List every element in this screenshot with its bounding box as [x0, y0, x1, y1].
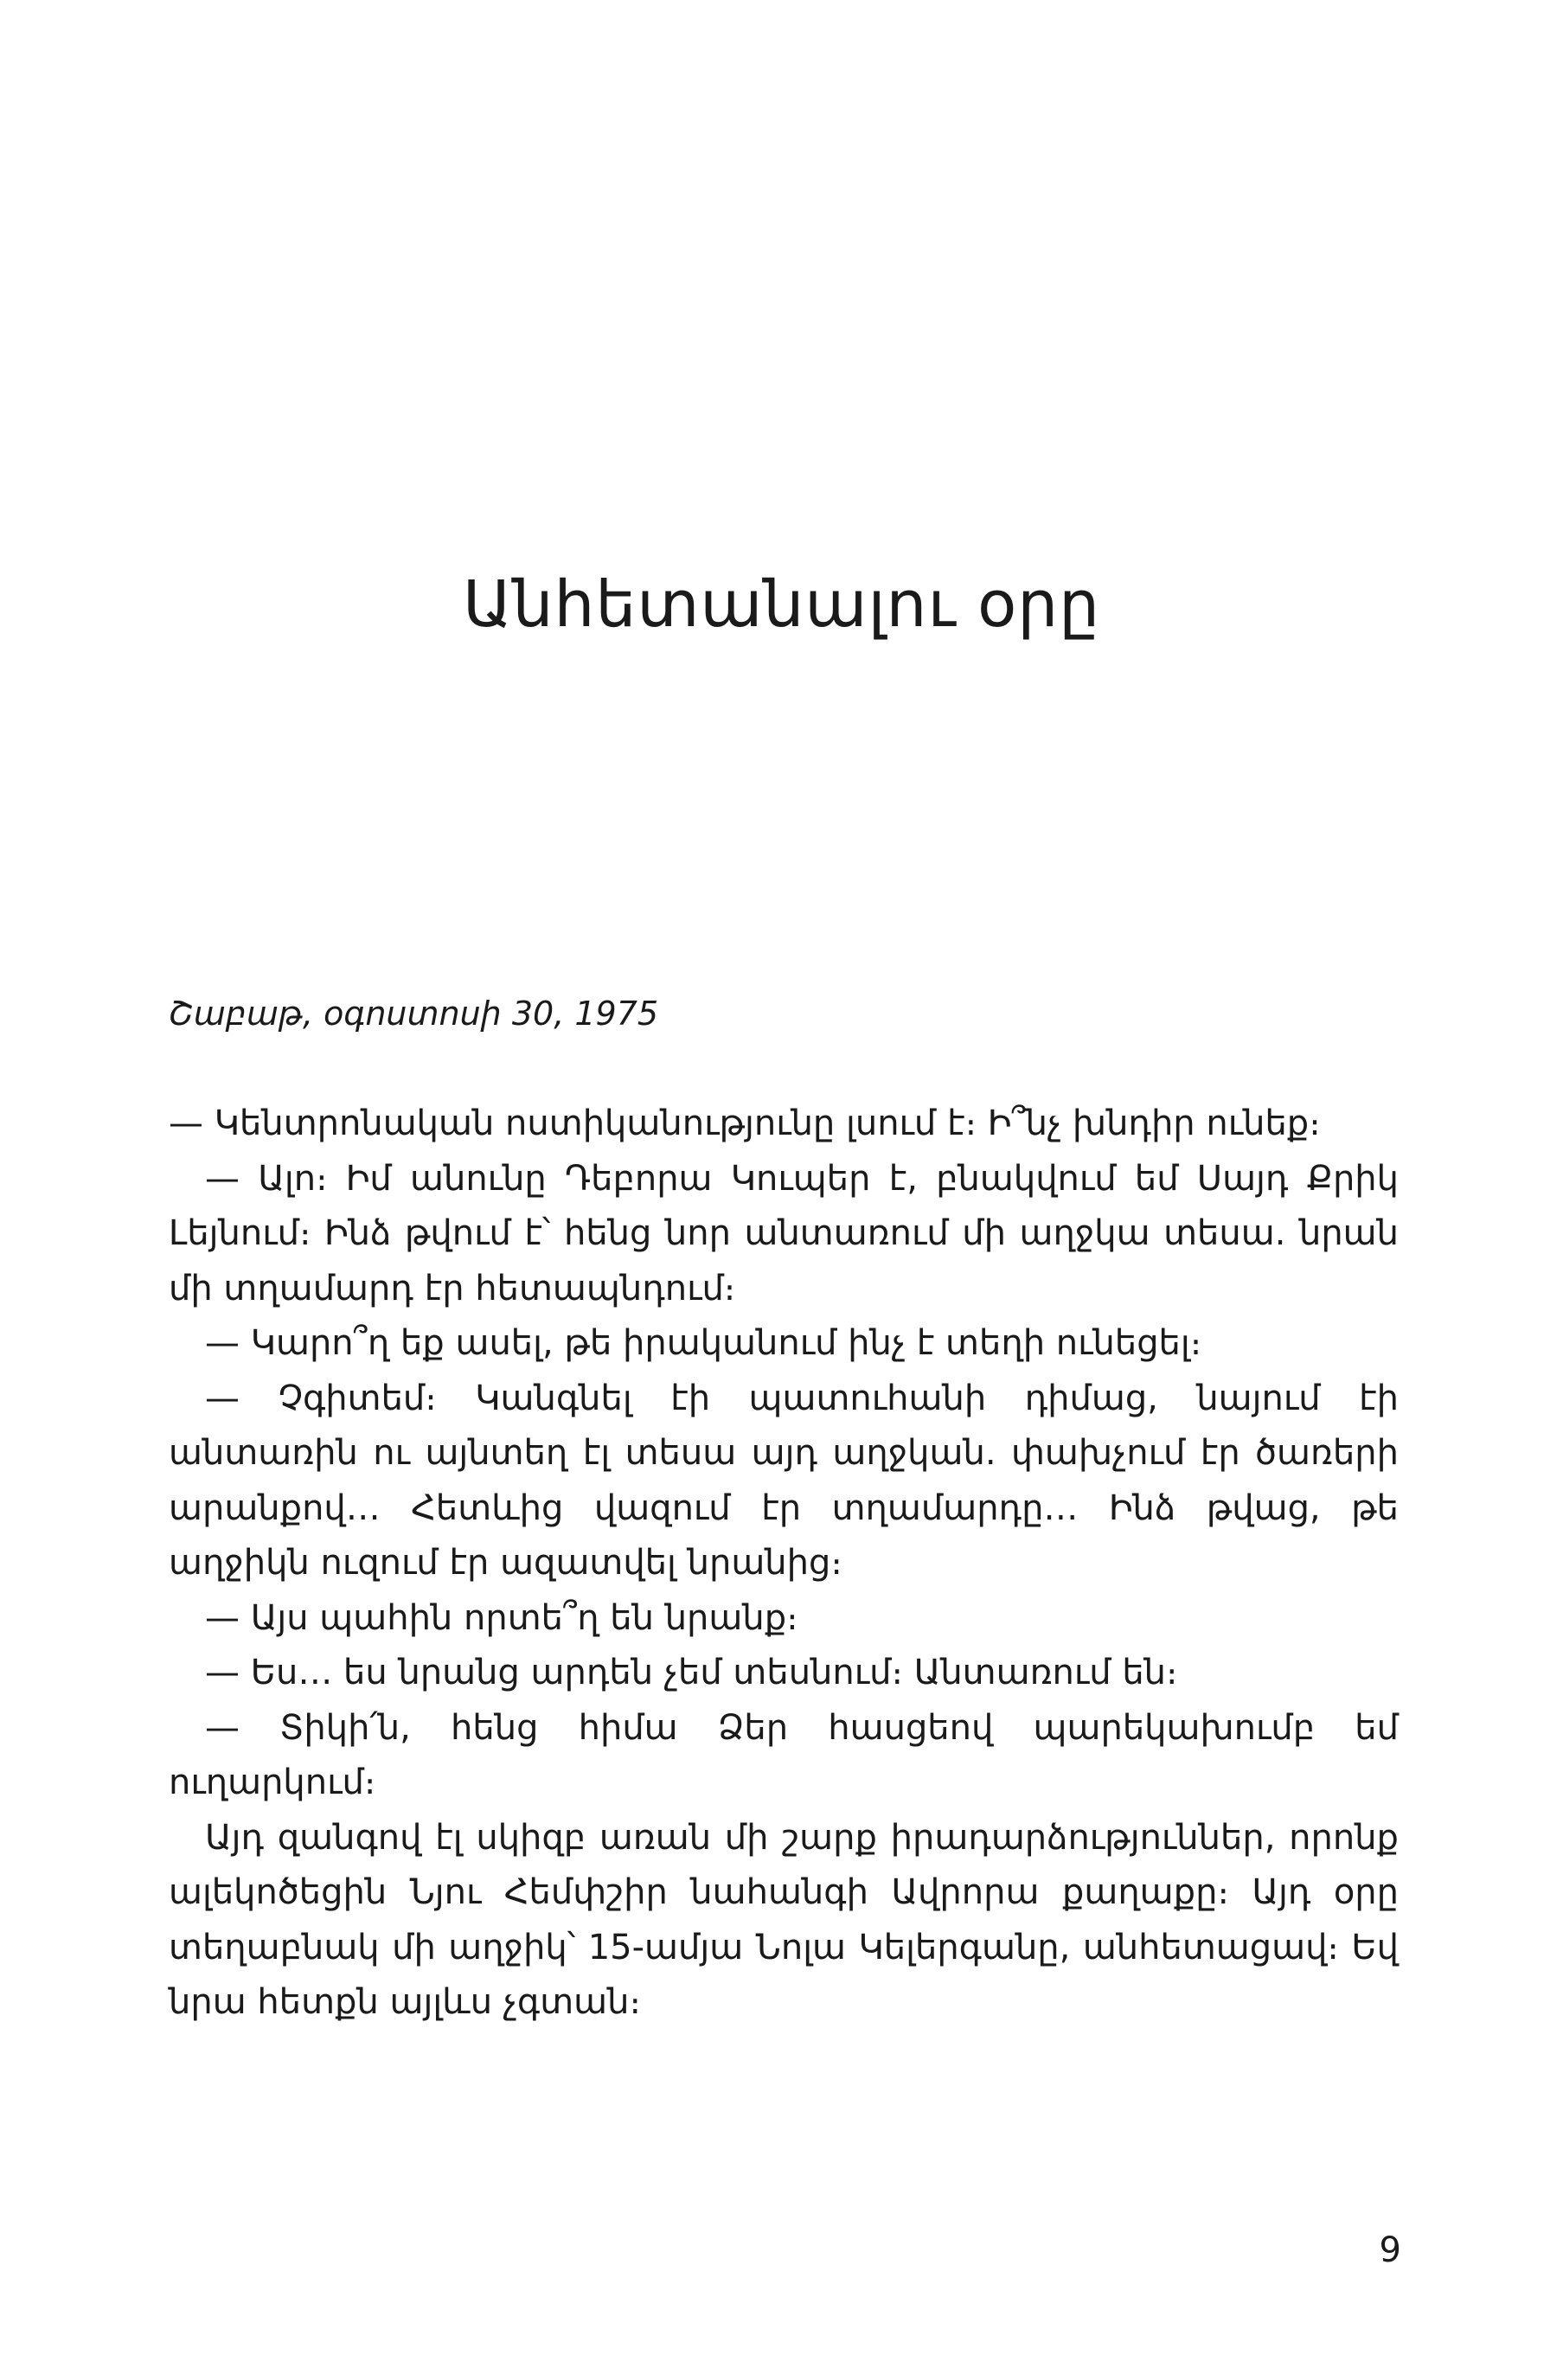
- paragraph-caller-description: — Չգիտեմ։ Կանգնել էի պատուհանի դիմաց, նայում էի անտառին ու այնտեղ էլ տեսա այդ աղջկան. փախչում էր ծառերի արանքով… Հետևից վազում էր տղամարդը… Ինձ թվաց, թե աղջիկն ուզում էր ազատվել նրանից։: [169, 1378, 1399, 1583]
- paragraph-dispatcher-question: — Կարո՞ղ եք ասել, թե իրականում ինչ է տեղի ունեցել։: [205, 1323, 1202, 1363]
- chapter-dateline: Շաբաթ, օգոստոսի 30, 1975: [169, 995, 659, 1033]
- paragraph-dispatcher-greeting: — Կենտրոնական ոստիկանությունը լսում է։ Ի՞նչ խնդիր ունեք։: [169, 1104, 1321, 1143]
- paragraph-narration: Այդ զանգով էլ սկիզբ առան մի շարք իրադարձություններ, որոնք ալեկոծեցին Նյու Հեմփշիր նահանգի Ավրորա քաղաքը։ Այդ օրը տեղաբնակ մի աղջիկ՝ 15-ամյա Նոլա Կելերգանը, անհետացավ։ Եվ նրա հետքն այլևս չգտան։: [169, 1817, 1399, 2022]
- chapter-body: [169, 1097, 1399, 2031]
- chapter-title: Անհետանալու օրը: [462, 567, 1101, 642]
- paragraph-caller-report: — Ալո։ Իմ անունը Դեբորա Կուպեր է, բնակվում եմ Սայդ Քրիկ Լեյնում։ Ինձ թվում է՝ հենց նոր անտառում մի աղջկա տեսա. նրան մի տղամարդ էր հետապնդում։: [169, 1158, 1399, 1308]
- paragraph-caller-lost-sight: — Ես… ես նրանց արդեն չեմ տեսնում։ Անտառում են։: [205, 1653, 1178, 1692]
- page-number: 9: [1379, 2230, 1401, 2270]
- paragraph-dispatcher-patrol: — Տիկի՛ն, հենց հիմա Ձեր հասցեով պարեկախումբ եմ ուղարկում։: [169, 1707, 1399, 1802]
- paragraph-dispatcher-location: — Այս պահին որտե՞ղ են նրանք։: [205, 1597, 798, 1638]
